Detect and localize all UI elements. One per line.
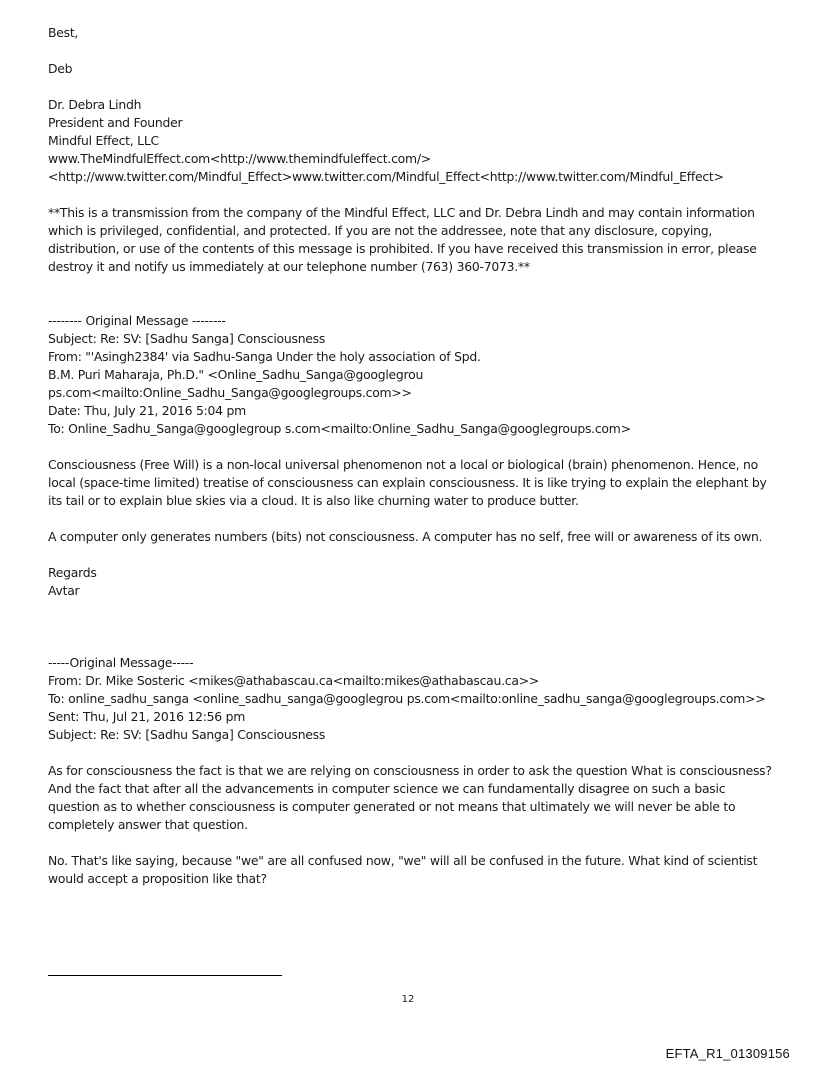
confidentiality-disclaimer xyxy=(48,204,778,276)
message-from: B.M. Puri Maharaja, Ph.D." <Online_Sadhu_Sanga@googlegrou xyxy=(48,367,424,382)
signature-company: Mindful Effect, LLC xyxy=(48,133,159,148)
message-from: From: "'Asingh2384' via Sadhu-Sanga Under the holy association of Spd. xyxy=(48,349,481,364)
message-from: ps.com<mailto:Online_Sadhu_Sanga@googlegroups.com>> xyxy=(48,385,412,400)
message-sent: Sent: Thu, Jul 21, 2016 12:56 pm xyxy=(48,709,246,724)
signature-website: www.TheMindfulEffect.com<http://www.themindfuleffect.com/> xyxy=(48,151,431,166)
body-line: completely answer that question. xyxy=(48,817,248,832)
regards-text: Regards xyxy=(48,565,97,580)
body-line: Consciousness (Free Will) is a non-local universal phenomenon not a local or biological (brain) phenomenon. Hence, no xyxy=(48,457,758,472)
document-id-stamp: EFTA_R1_01309156 xyxy=(665,1046,790,1061)
message-body-2 xyxy=(48,762,778,888)
body-line: its tail or to explain blue skies via a cloud. It is also like churning water to produce butter. xyxy=(48,493,579,508)
message-subject: Subject: Re: SV: [Sadhu Sanga] Consciousness xyxy=(48,727,326,742)
signature-title: President and Founder xyxy=(48,115,183,130)
sender-name: Avtar xyxy=(48,583,80,598)
disclaimer-line: **This is a transmission from the company of the Mindful Effect, LLC and Dr. Debra Lindh and may contain information xyxy=(48,205,755,220)
disclaimer-line: distribution, or use of the contents of this message is prohibited. If you have received this transmission in error, please xyxy=(48,241,757,256)
body-line: local (space-time limited) treatise of consciousness can explain consciousness. It is like trying to explain the elephant by xyxy=(48,475,767,490)
message-to: To: Online_Sadhu_Sanga@googlegroup s.com<mailto:Online_Sadhu_Sanga@googlegroups.com> xyxy=(48,421,631,436)
signature-block xyxy=(48,96,778,186)
original-message-separator: -----Original Message----- xyxy=(48,655,194,670)
disclaimer-line: destroy it and notify us immediately at our telephone number (763) 360-7073.** xyxy=(48,259,530,274)
body-line: And the fact that after all the advancements in computer science we can fundamentally disagree on such a basic xyxy=(48,781,726,796)
original-message-header-2 xyxy=(48,654,778,744)
email-document xyxy=(48,24,778,888)
original-message-header-1 xyxy=(48,312,778,438)
message-from: From: Dr. Mike Sosteric <mikes@athabascau.ca<mailto:mikes@athabascau.ca>> xyxy=(48,673,539,688)
sender-short-name: Deb xyxy=(48,61,73,76)
footnote-divider xyxy=(48,975,282,976)
signature-name: Dr. Debra Lindh xyxy=(48,97,142,112)
body-line: A computer only generates numbers (bits) not consciousness. A computer has no self, free will or awareness of its own. xyxy=(48,529,763,544)
disclaimer-line: which is privileged, confidential, and protected. If you are not the addressee, note that any disclosure, copying, xyxy=(48,223,713,238)
message-to: To: online_sadhu_sanga <online_sadhu_sanga@googlegrou ps.com<mailto:online_sadhu_sanga@googlegroups.com>> xyxy=(48,691,766,706)
message-body-1 xyxy=(48,456,778,600)
message-subject: Subject: Re: SV: [Sadhu Sanga] Consciousness xyxy=(48,331,326,346)
signature-twitter: <http://www.twitter.com/Mindful_Effect>www.twitter.com/Mindful_Effect<http://www.twitter.com/Mindful_Effect> xyxy=(48,169,724,184)
body-line: question as to whether consciousness is computer generated or not means that ultimately we will never be able to xyxy=(48,799,736,814)
body-line: As for consciousness the fact is that we are relying on consciousness in order to ask the question What is consciousness? xyxy=(48,763,772,778)
closing-text: Best, xyxy=(48,25,79,40)
body-line: No. That's like saying, because "we" are all confused now, "we" will all be confused in the future. What kind of scientist xyxy=(48,853,758,868)
message-date: Date: Thu, July 21, 2016 5:04 pm xyxy=(48,403,246,418)
original-message-separator: -------- Original Message -------- xyxy=(48,313,226,328)
page-number: 12 xyxy=(401,994,415,1005)
body-line: would accept a proposition like that? xyxy=(48,871,267,886)
